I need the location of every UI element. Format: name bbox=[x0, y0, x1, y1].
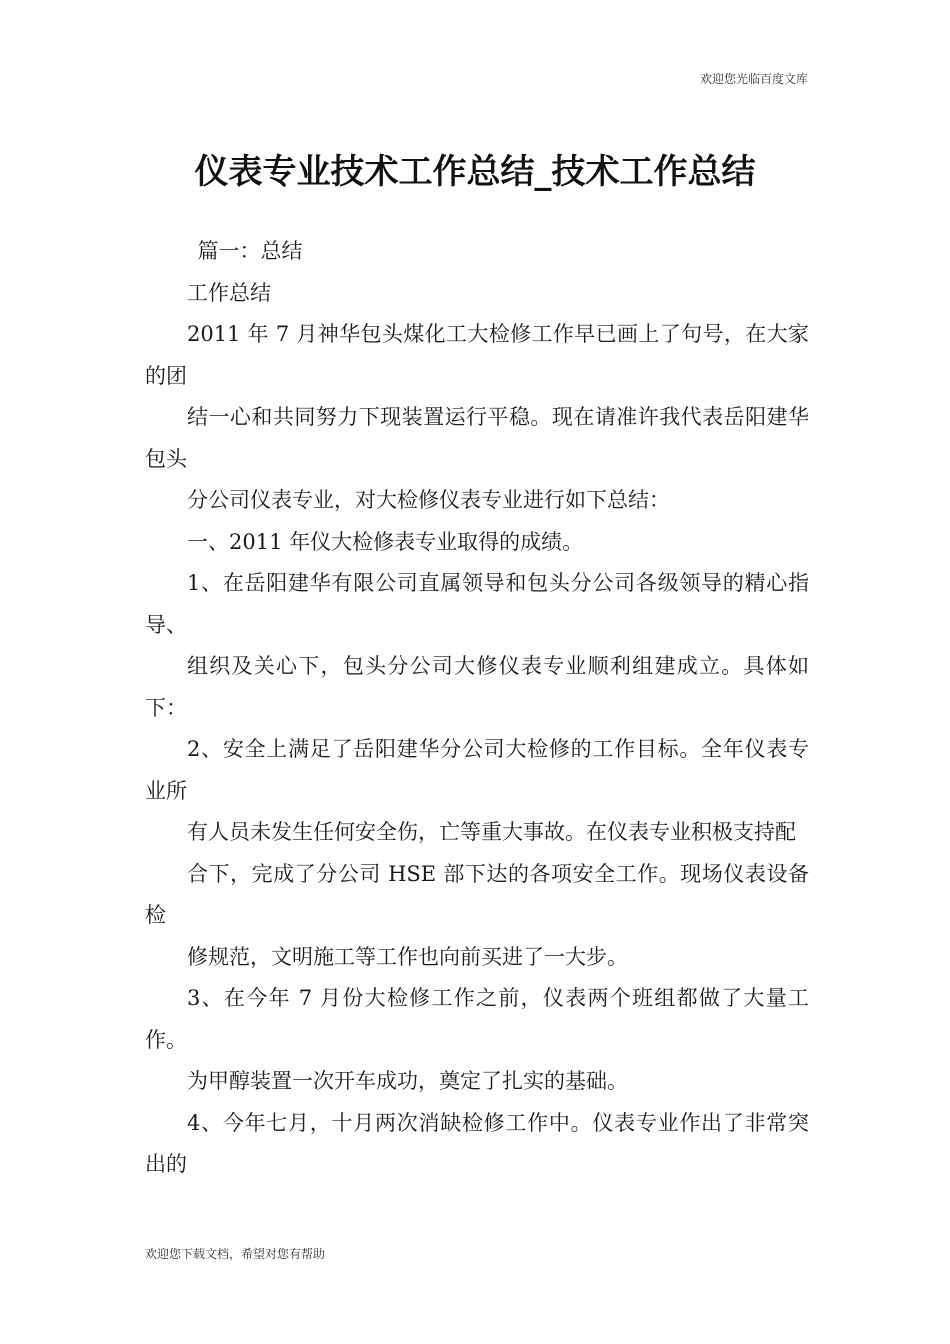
paragraph: 合下，完成了分公司 HSE 部下达的各项安全工作。现场仪表设备检 bbox=[145, 861, 809, 927]
header-note: 欢迎您光临百度文库 bbox=[699, 72, 808, 86]
paragraph: 为甲醇装置一次开车成功，奠定了扎实的基础。 bbox=[187, 1069, 628, 1093]
paragraph: 有人员未发生任何安全伤，亡等重大事故。在仪表专业积极支持配 bbox=[187, 820, 796, 844]
paragraph: 工作总结 bbox=[187, 280, 271, 305]
paragraph: 修规范，文明施工等工作也向前买进了一大步。 bbox=[187, 944, 628, 969]
section-heading: 篇一：总结 bbox=[197, 239, 303, 263]
paragraph: 组织及关心下，包头分公司大修仪表专业顺利组建成立。具体如下： bbox=[145, 654, 809, 720]
paragraph: 2、安全上满足了岳阳建华分公司大检修的工作目标。全年仪表专业所 bbox=[145, 737, 809, 803]
paragraph: 1、在岳阳建华有限公司直属领导和包头分公司各级领导的精心指导、 bbox=[145, 571, 809, 637]
paragraph: 3、在今年 7 月份大检修工作之前，仪表两个班组都做了大量工作。 bbox=[145, 986, 809, 1052]
paragraph: 一、2011 年仪大检修表专业取得的成绩。 bbox=[187, 529, 584, 554]
paragraph: 分公司仪表专业，对大检修仪表专业进行如下总结： bbox=[187, 488, 670, 512]
footer-note: 欢迎您下载文档，希望对您有帮助 bbox=[145, 1247, 326, 1261]
document-title: 仪表专业技术工作总结_技术工作总结 bbox=[194, 152, 756, 192]
document-body bbox=[145, 231, 809, 1186]
paragraph: 结一心和共同努力下现装置运行平稳。现在请准许我代表岳阳建华包头 bbox=[145, 405, 809, 471]
paragraph: 2011 年 7 月神华包头煤化工大检修工作早已画上了句号，在大家的团 bbox=[145, 322, 809, 388]
paragraph: 4、今年七月，十月两次消缺检修工作中。仪表专业作出了非常突出的 bbox=[145, 1110, 809, 1176]
